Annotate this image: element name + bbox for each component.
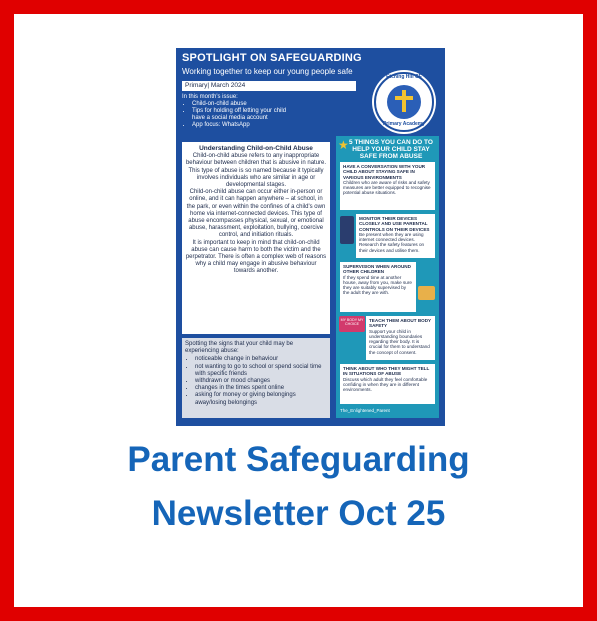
issue-heading: In this month's issue: [182,94,238,100]
sign-item: • asking for money or giving belongings away/losing belongings [195,392,327,406]
tip-card [356,214,435,258]
tip-card [340,162,435,210]
caption-line-1[interactable]: Parent Safeguarding [127,440,470,479]
tip-card [366,316,435,360]
poster-date: Primary| March 2024 [182,81,356,91]
article-paragraph: Child-on-child abuse can occur either in-person or online, and it can happen anywhere – at school, in the park, or even within the confines of a child's own home via internet-connected devices. This type of abuse encompasses physical, sexual, or emotional abuse, harassment, exploitation, bullying, coercive control, and initiation rituals. [186,189,326,239]
sign-item: • not wanting to go to school or spend social time with specific friends [195,364,327,378]
logo-text-top: Etching Hill CE [386,74,422,80]
tips-heading: 5 THINGS YOU CAN DO TO HELP YOUR CHILD STAY SAFE FROM ABUSE [349,139,433,160]
tips-panel [336,136,439,418]
body-choice-sticker: MY BODY MY CHOICE [339,316,365,332]
sign-item: • changes in the times spent online [195,385,327,392]
phone-illustration [340,216,354,244]
caption-line-2[interactable]: Newsletter Oct 25 [151,494,446,533]
issue-item: have a social media account [192,115,268,121]
sign-item: • withdrawn or mood changes [195,378,327,385]
article-title: Understanding Child-on-Child Abuse [199,145,313,152]
issue-summary [182,94,286,129]
tip-title: SUPERVISION WHEN AROUND OTHER CHILDREN [343,264,411,275]
school-logo [374,72,434,132]
tip-title: TEACH THEM ABOUT BODY SAFETY [369,318,432,329]
tip-body: If they spend time at another house, away from you, make sure they are suitably supervised by the adult they are with. [343,274,412,296]
signs-panel [182,338,330,418]
article-panel [182,142,330,334]
tip-card [340,364,435,404]
tip-title: MONITOR THEIR DEVICES CLOSELY AND USE PARENTAL CONTROLS ON THEIR DEVICES [359,216,430,232]
house-illustration [418,286,435,300]
issue-item: • Child-on-child abuse [192,101,286,108]
poster-subtitle: Working together to keep our young people safe [182,67,353,76]
sign-item: • noticeable change in behaviour [195,356,327,363]
signs-intro: Spotting the signs that your child may be experiencing abuse: [185,341,294,355]
article-paragraph: Child-on-child abuse refers to any inappropriate behaviour between children that is abusive in nature. This type of abuse is so named because it typically involves individuals who are similar in age or developmental stages. [185,153,327,189]
star-icon: ★ [338,138,349,152]
logo-text-bottom: Primary Academy [382,121,426,127]
poster-title: SPOTLIGHT ON SAFEGUARDING [182,52,362,64]
tip-title: THINK ABOUT WHO THEY MIGHT TELL IN SITUATIONS OF ABUSE [343,366,430,377]
cross-icon [402,90,406,112]
issue-item: • App focus: WhatsApp [192,122,286,129]
article-paragraph: It is important to keep in mind that child-on-child abuse can cause harm to both the victim and the perpetrator. There is often a complex web of reasons why a child may engage in abusive behaviour towards another. [185,239,327,275]
tip-body: Children who are aware of risks and safety measures are better equipped to recognise potential abuse situations. [343,179,431,196]
issue-item: • Tips for holding off letting your child [192,108,286,115]
tip-body: Be present when they are using internet connected devices. Research the safety features on their devices and utilise them. [359,231,425,253]
cross-icon-bar [395,96,413,100]
tip-card [340,262,416,312]
newsletter-card[interactable] [14,14,583,607]
tip-title: HAVE A CONVERSATION WITH YOUR CHILD ABOUT STAYING SAFE IN VARIOUS ENVIRONMENTS [343,164,426,180]
tips-credit: The_Enlightened_Parent [340,408,390,413]
newsletter-thumbnail[interactable] [176,48,445,426]
tip-body: Support your child in understanding boundaries regarding their body. It is crucial for them to understand the concept of consent. [369,328,430,355]
tip-body: Discuss which adult they feel comfortable confiding in when they are in different environments. [343,376,428,393]
